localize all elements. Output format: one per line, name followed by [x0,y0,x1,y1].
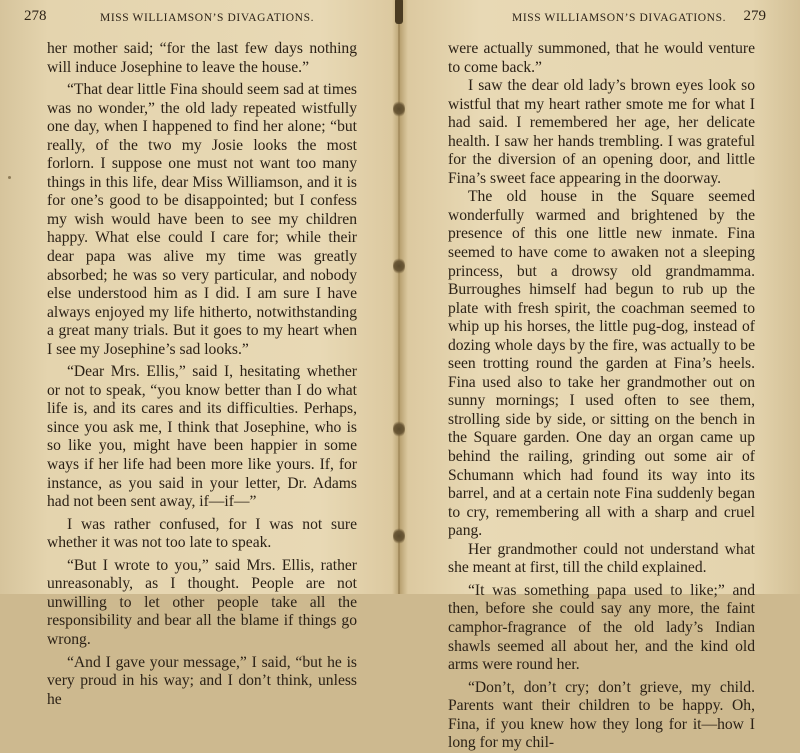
paragraph: “Dear Mrs. Ellis,” said I, hesitating whether or not to speak, “you know better than I do what life is, and its cares and its difficulties. Perhaps, since you ask me, I think that Josephine, who is so like you, might have been happier in some ways if her life had been more like yours. If, for instance, as you said in your letter, Dr. Adams had not been sent away, if—if—” [47,363,357,511]
paragraph: I was rather confused, for I was not sure whether it was not too late to speak. [47,515,357,552]
right-page-number: 279 [743,8,766,24]
paragraph: “And I gave your message,” I said, “but he is very proud in his way; and I don’t think, unless he [47,653,357,708]
paragraph: “Don’t, don’t cry; don’t grieve, my child. Parents want their children to be happy. Oh, Fina, if you knew how they long for it—how I long for my chil- [448,678,755,752]
paragraph: The old house in the Square seemed wonderfully warmed and brightened by the presence of this one little new inmate. Fina seemed to have come to awaken not a sleeping princess, but a drowsy old grandmamma. Burroughes himself had begun to rub up the plate with fresh spirit, the coachman seemed to whip up his horses, the little pug-dog, instead of dozing whole days by the fire, was actually to be seen trotting round the garden at Fina’s heels. Fina used also to take her grandmother out on sunny mornings; I used often to see them, strolling side by side, or sitting on the bench in the Square garden. One day an organ came up behind the railing, grinding out some air of Schumann which had found its way into its barrel, and at a certain note Fina suddenly began to cry, remembering all with a sharp and cruel pang. [448,188,755,540]
paragraph: “That dear little Fina should seem sad at times was no wonder,” the old lady repeated wistfully one day, when I happened to find her alone; “but really, of the two my Josie looks the most forlorn. I suppose one must not want too many things in this life, dear Miss Williamson, and it is for one’s good to be disappointed; but I confess my wish would have been to see my children happy. What else could I care for; while their dear papa was alive my time was greatly absorbed; he was so very particular, and nobody else understood him as I did. I am sure I have always enjoyed my life hitherto, notwithstanding a great many trials. But it goes to my heart when I see my Josephine’s sad looks.” [47,81,357,358]
left-running-title: MISS WILLIAMSON’S DIVAGATIONS. [100,12,315,24]
paragraph: “But I wrote to you,” said Mrs. Ellis, rather unreasonably, as I thought. People are not unwilling to let other people take all the responsibility and bear all the blame if things go wrong. [47,556,357,648]
paragraph: Her grandmother could not understand what she meant at first, till the child explained. [448,540,755,577]
right-running-head [402,10,800,32]
left-page-number: 278 [24,8,47,24]
left-page-text [47,40,357,709]
paragraph: her mother said; “for the last few days nothing will induce Josephine to leave the house.” [47,40,357,76]
paragraph: I saw the dear old lady’s brown eyes look so wistful that my heart rather smote me for what I had said. I remembered her age, her delicate health. I saw her hands trembling. I was grateful for the diversion of an opening door, and little Fina’s sweet face appearing in the doorway. [448,77,755,187]
paragraph: were actually summoned, that he would venture to come back.” [448,40,755,76]
paragraph: “It was something papa used to like;” and then, before she could say any more, the faint camphor-fragrance of the old lady’s Indian shawls seemed all about her, and the kind old arms were round her. [448,581,755,674]
left-running-head [0,10,398,32]
left-page [0,0,398,708]
right-running-title: MISS WILLIAMSON’S DIVAGATIONS. [512,12,727,24]
book-gutter [398,0,400,594]
right-page-text [448,40,755,753]
right-page [402,0,800,752]
